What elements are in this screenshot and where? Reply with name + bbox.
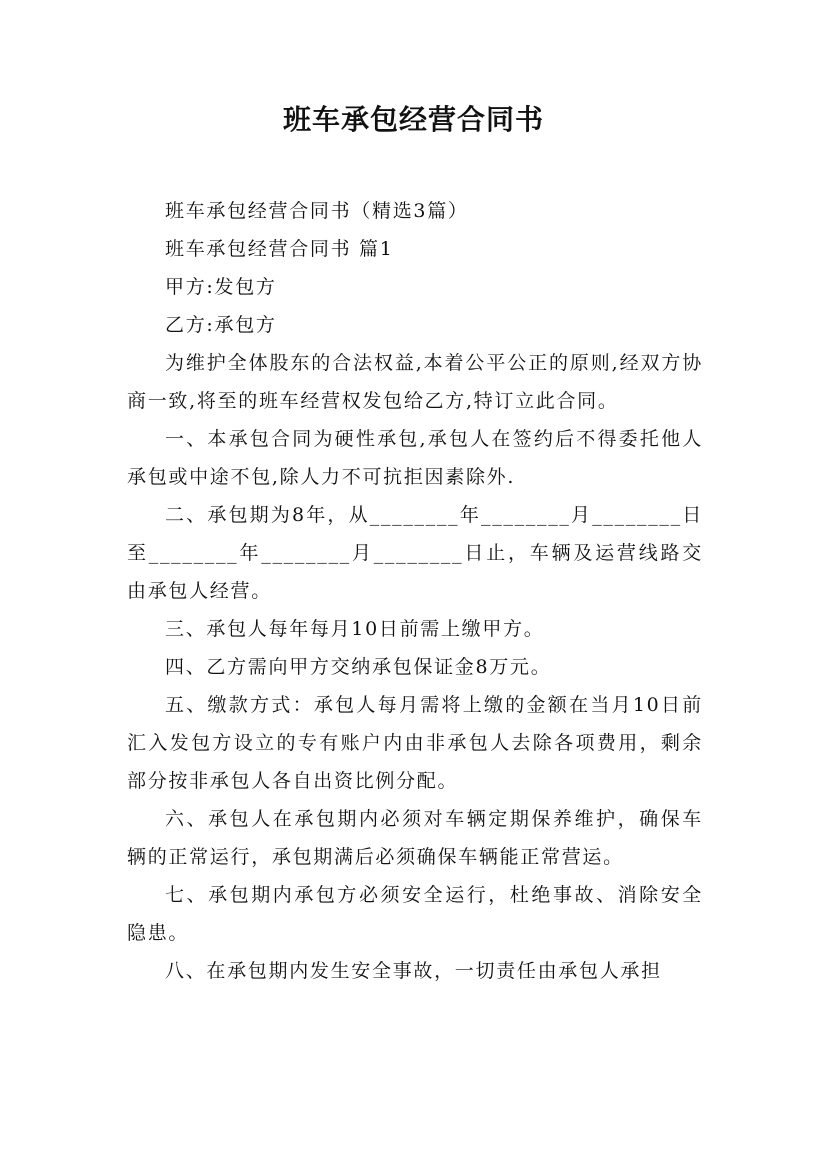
paragraph-clause-7: 七、承包期内承包方必须安全运行，杜绝事故、消除安全隐患。 <box>127 884 703 944</box>
paragraph-clause-6: 六、承包人在承包期内必须对车辆定期保养维护，确保车辆的正常运行，承包期满后必须确保车辆能正常营运。 <box>127 808 703 868</box>
document-body <box>127 192 703 990</box>
paragraph-subtitle: 班车承包经营合同书（精选3篇） <box>165 200 469 222</box>
paragraph-clause-5: 五、缴款方式：承包人每月需将上缴的金额在当月10日前汇入发包方设立的专有账户内由非承包人去除各项费用，剩余部分按非承包人各自出资比例分配。 <box>127 694 703 792</box>
paragraph-party-b: 乙方:承包方 <box>165 314 277 336</box>
paragraph-clause-3: 三、承包人每年每月10日前需上缴甲方。 <box>165 618 545 640</box>
paragraph-clause-4: 四、乙方需向甲方交纳承包保证金8万元。 <box>165 656 552 678</box>
document-title: 班车承包经营合同书 <box>282 103 544 136</box>
paragraph-clause-1: 一、本承包合同为硬性承包,承包人在签约后不得委托他人承包或中途不包,除人力不可抗拒因素除外. <box>127 428 703 488</box>
paragraph-preamble: 为维护全体股东的合法权益,本着公平公正的原则,经双方协商一致,将至的班车经营权发包给乙方,特订立此合同。 <box>127 352 703 412</box>
paragraph-clause-8: 八、在承包期内发生安全事故，一切责任由承包人承担 <box>165 960 662 982</box>
paragraph-section-heading: 班车承包经营合同书 篇1 <box>165 238 394 260</box>
paragraph-party-a: 甲方:发包方 <box>165 276 277 298</box>
paragraph-clause-2: 二、承包期为8年，从________年________月________日至________年________月________日止，车辆及运营线路交由承包人经营。 <box>127 504 703 602</box>
